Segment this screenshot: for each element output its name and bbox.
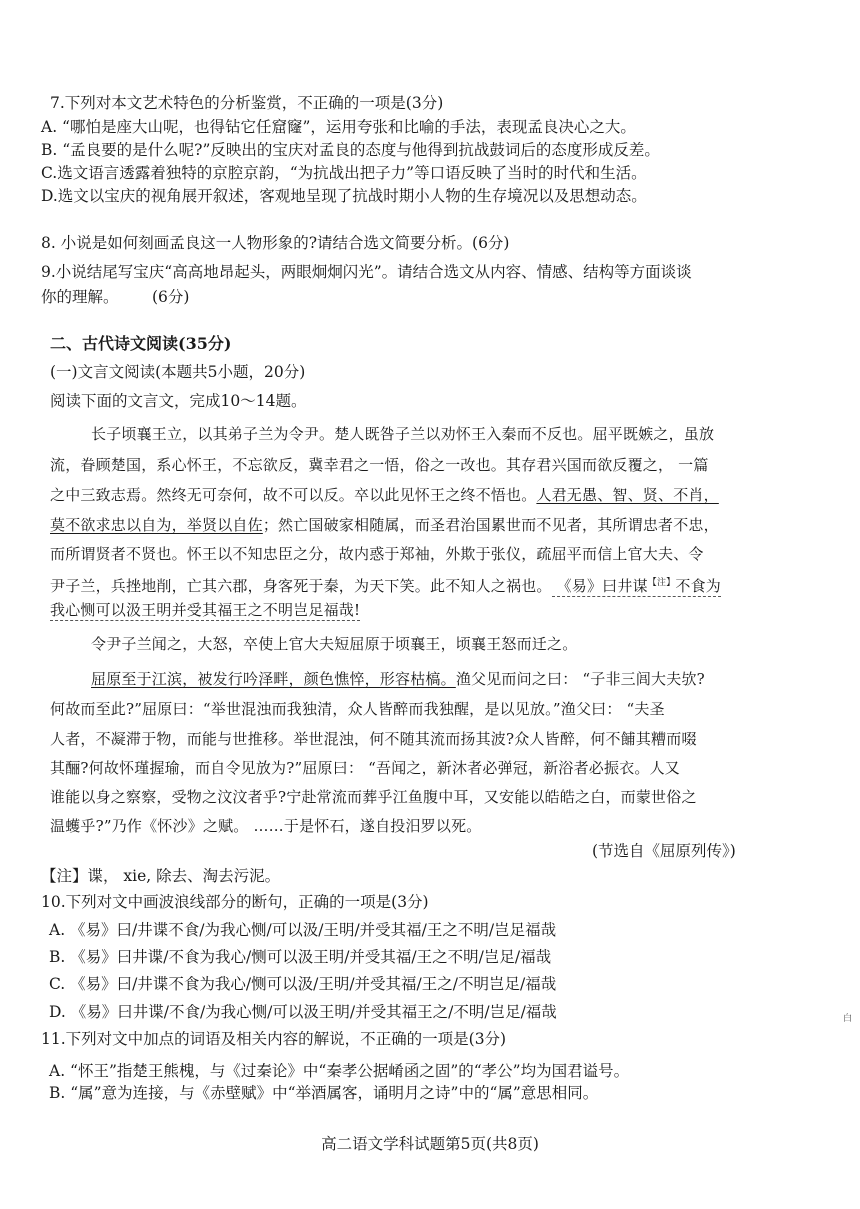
q7-stem: 7.下列对本文艺术特色的分析鉴赏，不正确的一项是(3分)	[50, 94, 444, 112]
q10-stem: 10.下列对文中画波浪线部分的断句，正确的一项是(3分)	[41, 893, 429, 911]
passage-wavy-line-start	[552, 577, 721, 597]
q9-stem-line2: 你的理解。	[41, 288, 119, 306]
passage-wavy-text-2: 不食为	[675, 577, 721, 595]
passage-p3-line3: 人者，不凝滞于物，而能与世推移。举世混浊，何不随其流而扬其波?众人皆醉，何不餔其糟而啜	[50, 730, 697, 748]
passage-p3-line6: 温蠖乎?”乃作《怀沙》之赋。 ……于是怀石，遂自投汨罗以死。	[50, 817, 482, 835]
passage-p1-line6	[50, 573, 721, 596]
q10-option-d: D. 《易》曰井谍/不食/为我心恻/可以汲王明/并受其福王之/不明/岂足/福哉	[49, 1003, 557, 1021]
passage-p1-line4-plain: ；然亡国破家相随属，而圣君治国累世而不见者，其所谓忠者不忠，	[262, 516, 719, 534]
passage-p1-line7	[50, 600, 360, 620]
q7-option-c: C.选文语言透露着独特的京腔京韵，“为抗战出把子力”等口语反映了当时的时代和生活。	[41, 164, 647, 182]
q7-option-d: D.选文以宝庆的视角展开叙述，客观地呈现了抗战时期小人物的生存境况以及思想动态。	[41, 187, 647, 205]
passage-p1-line3	[50, 485, 719, 505]
q7-option-a: A. “哪怕是座大山呢，也得钻它任窟窿”，运用夸张和比喻的手法，表现孟良决心之大。	[41, 118, 636, 136]
passage-source: (节选自《屈原列传》)	[592, 842, 736, 860]
passage-p1-line1: 长子顷襄王立，以其弟子兰为令尹。楚人既咎子兰以劝怀王入秦而不反也。屈平既嫉之，虽放	[91, 425, 715, 443]
section-instruction: 阅读下面的文言文，完成10～14题。	[50, 392, 307, 410]
passage-p3-line5: 谁能以身之察察，受物之汶汶者乎?宁赴常流而葬乎江鱼腹中耳，又安能以皓皓之白，而蒙世俗之	[50, 788, 697, 806]
passage-p3-line2: 何故而至此?”屈原曰：“举世混浊而我独清，众人皆醉而我独醒，是以见放。”渔父曰： “夫圣	[50, 700, 665, 718]
q9-stem-line1: 9.小说结尾写宝庆“高高地昂起头，两眼炯炯闪光”。请结合选文从内容、情感、结构等方面谈谈	[41, 263, 692, 281]
passage-wavy-text: 《易》曰井谋	[556, 577, 648, 595]
margin-character: 白	[843, 1014, 853, 1024]
footnote: 【注】谍， xie, 除去、淘去污泥。	[41, 867, 281, 885]
passage-p3-underlined: 屈原至于江滨，被发行吟泽畔，颜色憔悴，形容枯槁。	[91, 670, 456, 688]
page-footer: 高二语文学科试题第5页(共8页)	[321, 1135, 539, 1153]
q10-option-b: B. 《易》曰井谍/不食为我心/恻可以汲王明/并受其福/王之不明/岂足/福哉	[49, 948, 552, 966]
q7-option-b: B. “孟良要的是什么呢?”反映出的宝庆对孟良的态度与他得到抗战鼓词后的态度形成反差。	[41, 141, 660, 159]
passage-wavy-line-end: 我心恻可以汲王明并受其福王之不明岂足福哉!	[50, 601, 361, 619]
q8-stem: 8. 小说是如何刻画孟良这一人物形象的?请结合选文简要分析。(6分)	[41, 234, 510, 252]
section-subtitle: (一)文言文阅读(本题共5小题，20分)	[50, 363, 306, 381]
passage-p1-line4	[50, 515, 719, 535]
section-title: 二、古代诗文阅读(35分)	[50, 334, 232, 353]
q11-option-a: A. “怀王”指楚王熊槐，与《过秦论》中“秦孝公据崤函之固”的“孝公”均为国君谥号。	[49, 1062, 630, 1080]
passage-p3-line1-plain: 渔父见而问之曰： “子非三闾大夫欤?	[455, 670, 705, 688]
q11-stem: 11.下列对文中加点的词语及相关内容的解说，不正确的一项是(3分)	[41, 1030, 507, 1048]
q10-option-a: A. 《易》曰/井谍不食/为我心恻/可以汲/王明/并受其福/王之不明/岂足福哉	[49, 921, 557, 939]
q9-score: (6分)	[152, 288, 190, 306]
passage-p1-line2: 流，眷顾楚国，系心怀王，不忘欲反，冀幸君之一悟，俗之一改也。其存君兴国而欲反覆之， 一篇	[50, 456, 709, 474]
footnote-marker: 【注】	[647, 578, 676, 588]
passage-p3-line1	[91, 669, 705, 689]
passage-underlined-sentence: 人君无愚、智、贤、不肖，	[536, 486, 719, 504]
q10-option-c: C. 《易》曰/井谍不食为我心/恻可以汲/王明/并受其福/王之/不明岂足/福哉	[49, 975, 557, 993]
passage-p2: 令尹子兰闻之，大怒，卒使上官大夫短屈原于顷襄王，顷襄王怒而迁之。	[91, 635, 578, 653]
passage-underlined-sentence-cont: 莫不欲求忠以自为，举贤以自佐	[50, 516, 263, 534]
passage-p1-line3-plain: 之中三致志焉。然终无可奈何，故不可以反。卒以此见怀王之终不悟也。	[50, 486, 537, 504]
passage-p1-line5: 而所谓贤者不贤也。怀王以不知忠臣之分，故内惑于郑袖，外欺于张仪，疏屈平而信上官大夫、令	[50, 545, 704, 563]
q11-option-b: B. “属”意为连接，与《赤壁赋》中“举酒属客，诵明月之诗”中的“属”意思相同。	[49, 1084, 599, 1102]
passage-p1-line6-plain: 尹子兰，兵挫地削，亡其六郡，身客死于秦，为天下笑。此不知人之祸也。	[50, 577, 552, 595]
passage-p3-line4: 其酾?何故怀瑾握瑜，而自令见放为?”屈原曰： “吾闻之，新沐者必弹冠，新浴者必振衣。人又	[50, 759, 680, 777]
